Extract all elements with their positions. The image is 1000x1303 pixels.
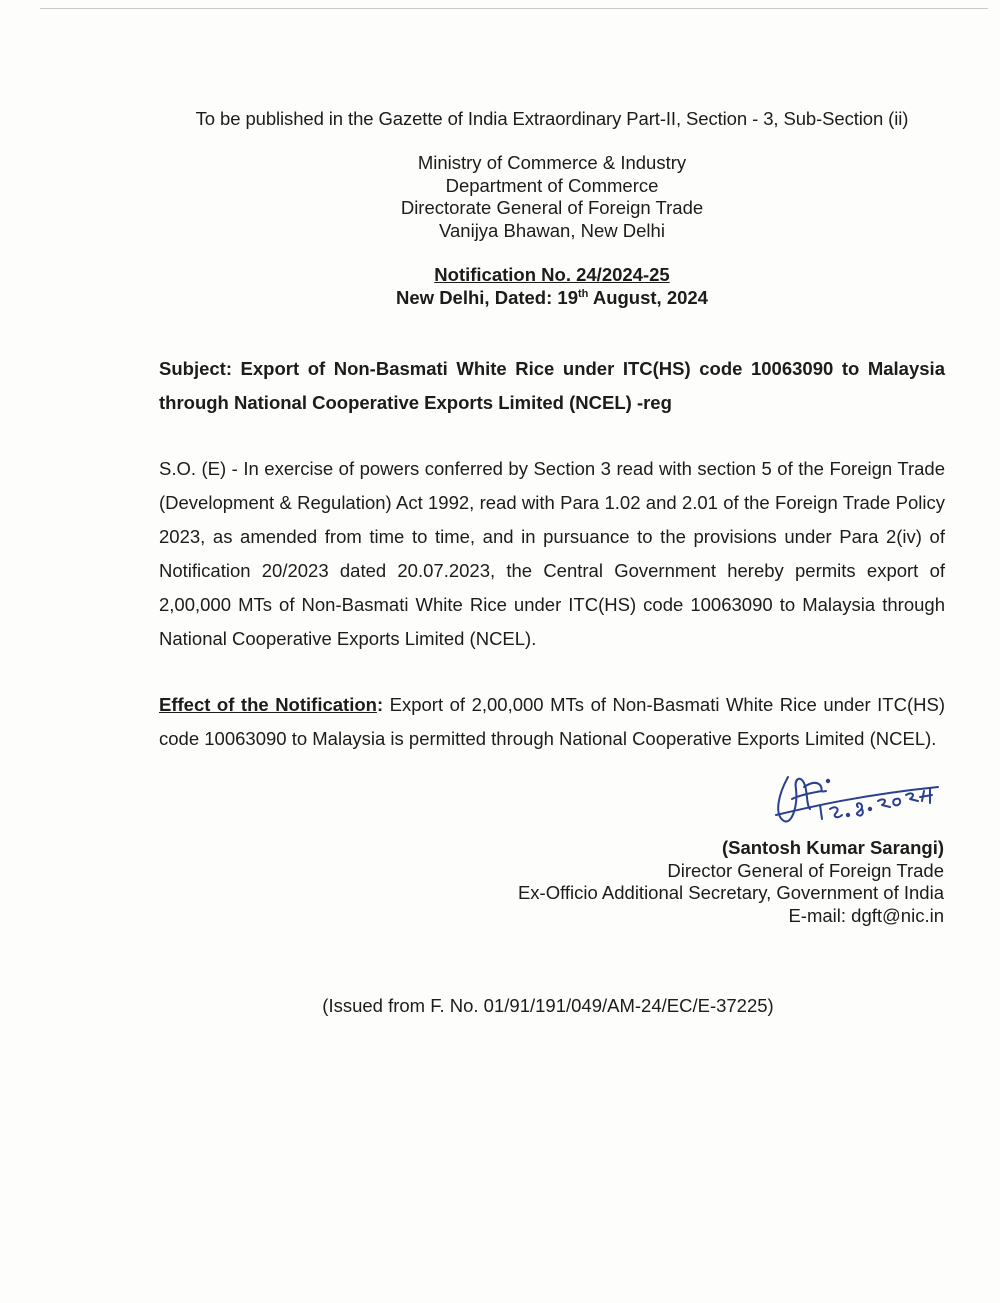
so-paragraph: S.O. (E) - In exercise of powers conferred by Section 3 read with section 5 of the Foreign Trade (Development & Regulation) Act 1992, read with Para 1.02 and 2.01 of the Foreign Trade Policy 2023, as amended from time to time, and in pursuance to the provisions under Para 2(iv) of Notification 20/2023 dated 20.07.2023, the Central Government hereby permits export of 2,00,000 MTs of Non-Basmati White Rice under ITC(HS) code 10063090 to Malaysia through National Cooperative Exports Limited (NCEL). xyxy=(159,458,945,649)
signatory-email: E-mail: dgft@nic.in xyxy=(788,905,944,927)
ministry-name: Ministry of Commerce & Industry xyxy=(417,152,687,173)
effect-text: Export of 2,00,000 MTs of Non-Basmati White Rice under ITC(HS) code 10063090 to Malaysia is permitted through National Cooperative Exports Limited (NCEL). xyxy=(159,694,945,749)
file-reference: (Issued from F. No. 01/91/191/049/AM-24/EC/E-37225) xyxy=(322,995,774,1016)
date-suffix: August, 2024 xyxy=(588,286,708,308)
notification-heading xyxy=(0,264,1000,309)
office-address: Vanijya Bhawan, New Delhi xyxy=(439,219,665,241)
signatory-block xyxy=(518,837,944,928)
signatory-designation: Director General of Foreign Trade xyxy=(667,859,944,881)
subject-line xyxy=(159,352,945,419)
signatory-name: (Santosh Kumar Sarangi) xyxy=(721,837,944,858)
date-ordinal: th xyxy=(577,287,589,300)
notification-number: Notification No. 24/2024-25 xyxy=(434,264,670,285)
issuing-authority xyxy=(0,152,1000,242)
signatory-additional-designation: Ex-Officio Additional Secretary, Government of India xyxy=(517,882,944,904)
handwritten-signature xyxy=(770,765,950,835)
department-name: Department of Commerce xyxy=(445,174,659,196)
effect-label: Effect of the Notification xyxy=(159,694,377,715)
effect-colon: : xyxy=(376,694,384,715)
notification-date xyxy=(0,287,1000,310)
date-prefix: New Delhi, Dated: 19 xyxy=(396,286,578,308)
gazette-line: To be published in the Gazette of India Extraordinary Part-II, Section - 3, Sub-Section (ii) xyxy=(195,108,909,129)
effect-paragraph xyxy=(159,688,945,756)
subject-separator: : xyxy=(225,358,241,379)
subject-label: Subject xyxy=(159,358,226,379)
top-rule xyxy=(40,8,988,9)
subject-text: Export of Non-Basmati White Rice under ITC(HS) code 10063090 to Malaysia through National Cooperative Exports Limited (NCEL) -reg xyxy=(159,358,945,413)
directorate-name: Directorate General of Foreign Trade xyxy=(400,197,704,218)
